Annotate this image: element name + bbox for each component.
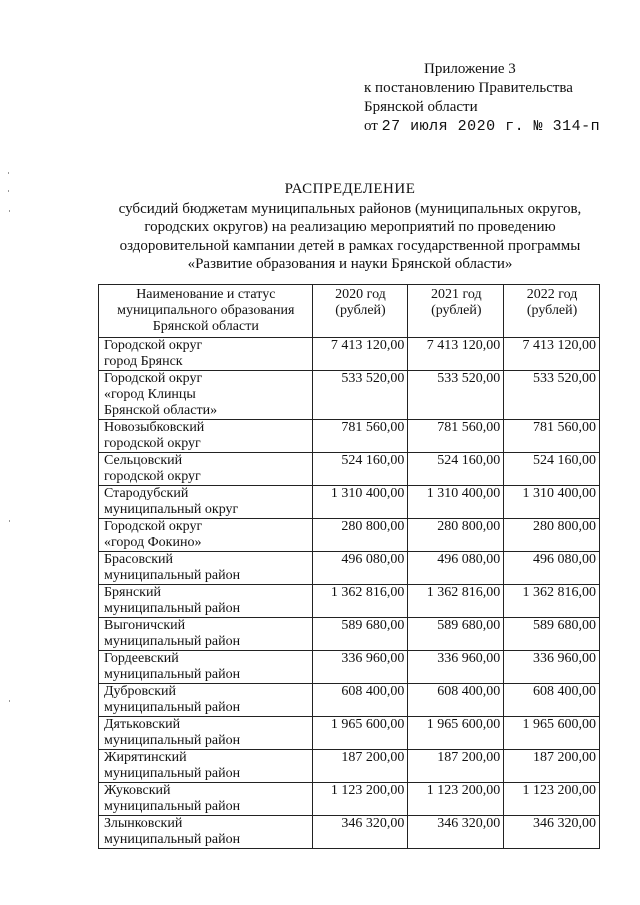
amount-2020: 608 400,00 [312, 684, 408, 717]
amount-2020: 496 080,00 [312, 552, 408, 585]
attachment-decree: к постановлению Правительства [364, 80, 573, 96]
municipality-name-line: Дубровский [104, 684, 177, 699]
amount-2021: 280 800,00 [408, 519, 504, 552]
amount-2021: 336 960,00 [408, 651, 504, 684]
municipality-name [99, 783, 313, 816]
header-year: 2021 год [430, 287, 482, 302]
amount-2021: 781 560,00 [408, 420, 504, 453]
municipality-name-line: Сельцовский [104, 453, 183, 468]
amount-2022: 496 080,00 [504, 552, 600, 585]
amount-2020: 280 800,00 [312, 519, 408, 552]
amount-2020: 524 160,00 [312, 453, 408, 486]
amount-2022: 608 400,00 [504, 684, 600, 717]
municipality-name-line: муниципальный район [104, 601, 241, 616]
municipality-name-line: муниципальный район [104, 667, 241, 682]
municipality-name [99, 651, 313, 684]
amount-2020: 187 200,00 [312, 750, 408, 783]
table-row [99, 552, 600, 585]
municipality-name-line: муниципальный район [104, 733, 241, 748]
municipality-name-line: муниципальный район [104, 568, 241, 583]
municipality-name-line: муниципальный район [104, 766, 241, 781]
municipality-name-line: «город Клинцы [104, 387, 196, 402]
table-row [99, 684, 600, 717]
amount-2021: 608 400,00 [408, 684, 504, 717]
amount-2020: 1 362 816,00 [312, 585, 408, 618]
municipality-name [99, 684, 313, 717]
municipality-name [99, 453, 313, 486]
amount-2022: 1 965 600,00 [504, 717, 600, 750]
municipality-name-line: «город Фокино» [104, 535, 202, 550]
amount-2020: 533 520,00 [312, 371, 408, 420]
municipality-name-line: муниципальный район [104, 799, 241, 814]
amount-2022: 346 320,00 [504, 816, 600, 849]
amount-2020: 1 310 400,00 [312, 486, 408, 519]
amount-2022: 781 560,00 [504, 420, 600, 453]
amount-2022: 7 413 120,00 [504, 338, 600, 371]
municipality-name-line: Дятьковский [104, 717, 181, 732]
amount-2020: 589 680,00 [312, 618, 408, 651]
municipality-name-line: городской округ [104, 436, 201, 451]
attachment-authority: Брянской области [364, 99, 478, 115]
attachment-block [364, 60, 600, 136]
amount-2020: 781 560,00 [312, 420, 408, 453]
header-name-line: муниципального образования [117, 303, 295, 318]
amount-2021: 1 123 200,00 [408, 783, 504, 816]
table-row [99, 585, 600, 618]
title-line-4: «Развитие образования и науки Брянской области» [187, 256, 513, 272]
table-row [99, 783, 600, 816]
table-row [99, 338, 600, 371]
municipality-name-line: Новозыбковский [104, 420, 205, 435]
table-row [99, 453, 600, 486]
header-2021 [408, 285, 504, 338]
attachment-date-line [364, 117, 600, 136]
amount-2022: 1 310 400,00 [504, 486, 600, 519]
municipality-name [99, 750, 313, 783]
table-header-row [99, 285, 600, 338]
amount-2022: 187 200,00 [504, 750, 600, 783]
header-name-line: Наименование и статус [136, 287, 276, 302]
header-unit: (рублей) [431, 303, 482, 318]
title-line-2: городских округов) на реализацию мероприятий по проведению [144, 219, 556, 235]
table-row [99, 371, 600, 420]
municipality-name-line: муниципальный район [104, 700, 241, 715]
amount-2021: 1 310 400,00 [408, 486, 504, 519]
municipality-name [99, 371, 313, 420]
municipality-name-line: Жирятинский [104, 750, 187, 765]
header-unit: (рублей) [335, 303, 386, 318]
date-prefix: от [364, 118, 378, 134]
amount-2020: 7 413 120,00 [312, 338, 408, 371]
title-line-3: оздоровительной кампании детей в рамках государственной программы [119, 237, 581, 254]
document-title [60, 180, 640, 274]
table-row [99, 519, 600, 552]
municipality-name [99, 717, 313, 750]
header-2020 [312, 285, 408, 338]
scan-speck [9, 210, 10, 212]
header-year: 2022 год [526, 287, 578, 302]
amount-2022: 1 123 200,00 [504, 783, 600, 816]
table-row [99, 618, 600, 651]
municipality-name-line: Гордеевский [104, 651, 179, 666]
amount-2022: 533 520,00 [504, 371, 600, 420]
table-row [99, 420, 600, 453]
table-row [99, 651, 600, 684]
municipality-name-line: город Брянск [104, 354, 183, 369]
municipality-name [99, 618, 313, 651]
amount-2021: 496 080,00 [408, 552, 504, 585]
amount-2022: 336 960,00 [504, 651, 600, 684]
table-row [99, 486, 600, 519]
attachment-number: Приложение 3 [424, 61, 516, 77]
municipality-name-line: Брянский [104, 585, 161, 600]
municipality-name [99, 420, 313, 453]
header-name-line: Брянской области [152, 319, 259, 334]
municipality-name-line: Выгоничский [104, 618, 186, 633]
municipality-name-line: городской округ [104, 469, 201, 484]
table-row [99, 717, 600, 750]
municipality-name [99, 519, 313, 552]
municipality-name-line: Городской округ [104, 371, 203, 386]
amount-2020: 1 965 600,00 [312, 717, 408, 750]
amount-2021: 589 680,00 [408, 618, 504, 651]
amount-2021: 346 320,00 [408, 816, 504, 849]
municipality-name [99, 338, 313, 371]
scan-speck [9, 700, 10, 702]
municipality-name-line: Городской округ [104, 338, 203, 353]
allocation-table [98, 284, 600, 849]
municipality-name-line: Городской округ [104, 519, 203, 534]
municipality-name-line: Брянской области» [104, 403, 218, 418]
municipality-name-line: Жуковский [104, 783, 171, 798]
amount-2021: 7 413 120,00 [408, 338, 504, 371]
table-body [99, 338, 600, 849]
municipality-name [99, 486, 313, 519]
municipality-name-line: Брасовский [104, 552, 173, 567]
municipality-name [99, 816, 313, 849]
amount-2021: 533 520,00 [408, 371, 504, 420]
amount-2021: 1 965 600,00 [408, 717, 504, 750]
header-unit: (рублей) [526, 303, 578, 318]
scan-speck [8, 172, 9, 174]
scan-speck [9, 520, 10, 522]
municipality-name [99, 552, 313, 585]
municipality-name-line: Злынковский [104, 816, 183, 831]
title-heading: РАСПРЕДЕЛЕНИЕ [284, 181, 416, 197]
amount-2022: 524 160,00 [504, 453, 600, 486]
header-year: 2020 год [335, 287, 386, 302]
amount-2021: 187 200,00 [408, 750, 504, 783]
municipality-name-line: Стародубский [104, 486, 189, 501]
table-row [99, 816, 600, 849]
scan-speck [8, 190, 9, 192]
table-row [99, 750, 600, 783]
municipality-name-line: муниципальный район [104, 832, 241, 847]
amount-2022: 280 800,00 [504, 519, 600, 552]
header-name [99, 285, 313, 338]
amount-2020: 336 960,00 [312, 651, 408, 684]
amount-2022: 1 362 816,00 [504, 585, 600, 618]
amount-2022: 589 680,00 [504, 618, 600, 651]
header-2022 [504, 285, 600, 338]
amount-2020: 346 320,00 [312, 816, 408, 849]
municipality-name-line: муниципальный район [104, 634, 241, 649]
amount-2020: 1 123 200,00 [312, 783, 408, 816]
title-line-1: субсидий бюджетам муниципальных районов (муниципальных округов, [118, 200, 582, 217]
amount-2021: 524 160,00 [408, 453, 504, 486]
decree-date-number: 27 июля 2020 г. № 314-п [381, 118, 601, 135]
amount-2021: 1 362 816,00 [408, 585, 504, 618]
municipality-name [99, 585, 313, 618]
municipality-name-line: муниципальный округ [104, 502, 239, 517]
